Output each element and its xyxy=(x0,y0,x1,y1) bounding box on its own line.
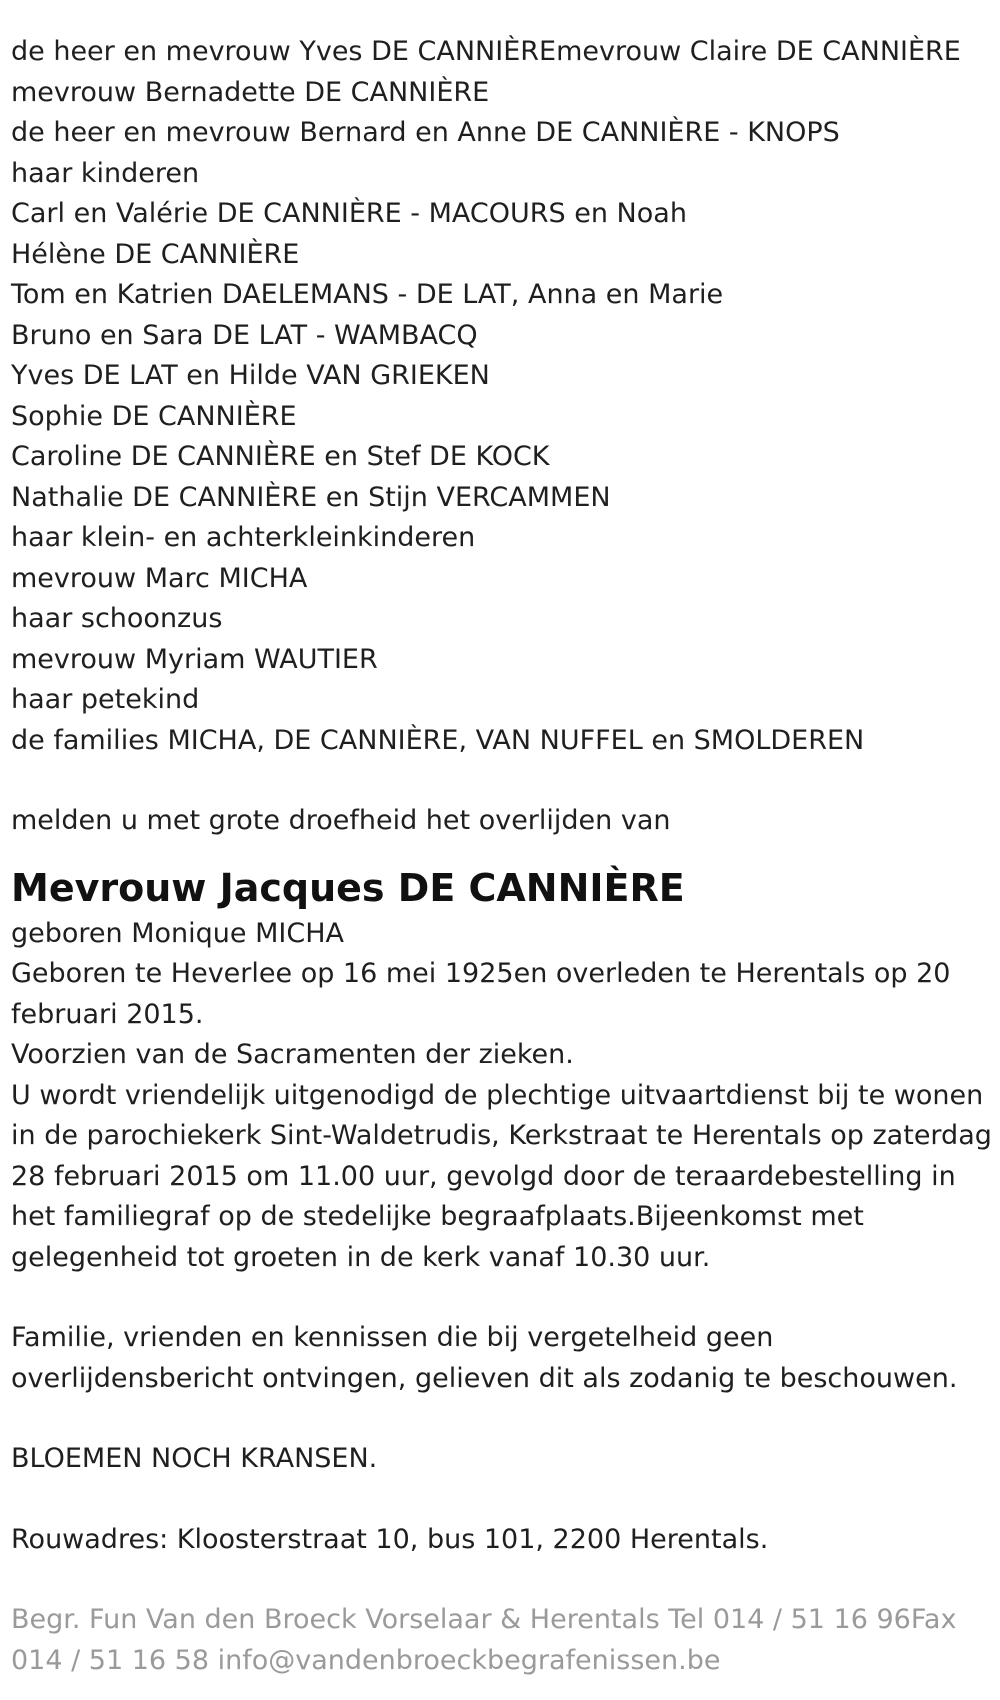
family-line: haar schoonzus xyxy=(11,603,223,634)
spacer xyxy=(11,1399,990,1439)
funeral-invitation-text: U wordt vriendelijk uitgenodigd de plechtige uitvaartdienst bij te wonen in de parochiekerk Sint-Waldetrudis, Kerkstraat te Herentals op zaterdag 28 februari 2015 om 11.00 uur, gevolgd door de teraardebestelling in het familiegraf op de stedelijke begraafplaats.Bijeenkomst met gelegenheid tot groeten in de kerk vanaf 10.30 uur. xyxy=(11,1079,992,1273)
announcement-text: melden u met grote droefheid het overlijden van xyxy=(11,805,671,836)
family-line: Caroline DE CANNIÈRE en Stef DE KOCK xyxy=(11,441,550,472)
family-list xyxy=(11,32,990,761)
deceased-name: Mevrouw Jacques DE CANNIÈRE xyxy=(11,865,685,910)
family-line: haar klein- en achterkleinkinderen xyxy=(11,522,476,553)
spacer xyxy=(11,761,990,801)
family-line: Hélène DE CANNIÈRE xyxy=(11,238,300,270)
spacer xyxy=(11,1560,990,1600)
funeral-home-footer: Begr. Fun Van den Broeck Vorselaar & Herentals Tel 014 / 51 16 96Fax 014 / 51 16 58 info@vandenbroeckbegrafenissen.be xyxy=(11,1604,957,1676)
family-line: Yves DE LAT en Hilde VAN GRIEKEN xyxy=(11,360,490,391)
family-line: mevrouw Bernadette DE CANNIÈRE xyxy=(11,76,490,108)
family-line: mevrouw Marc MICHA xyxy=(11,562,308,594)
family-line: Bruno en Sara DE LAT - WAMBACQ xyxy=(11,319,478,351)
notice-note-text: Familie, vrienden en kennissen die bij vergetelheid geen overlijdensbericht ontvingen, gelieven dit als zodanig te beschouwen. xyxy=(11,1322,958,1394)
born-as-text: geboren Monique MICHA xyxy=(11,917,344,949)
address-text: Rouwadres: Kloosterstraat 10, bus 101, 2200 Herentals. xyxy=(11,1523,769,1555)
family-line: de heer en mevrouw Yves DE CANNIÈREmevrouw Claire DE CANNIÈRE xyxy=(11,36,961,67)
family-line: haar petekind xyxy=(11,684,200,715)
family-line: Tom en Katrien DAELEMANS - DE LAT, Anna en Marie xyxy=(11,279,724,310)
spacer xyxy=(11,1278,990,1318)
spacer xyxy=(11,1480,990,1520)
family-line: mevrouw Myriam WAUTIER xyxy=(11,643,378,675)
family-line: de families MICHA, DE CANNIÈRE, VAN NUFFEL en SMOLDEREN xyxy=(11,724,865,756)
family-line: Sophie DE CANNIÈRE xyxy=(11,400,297,432)
sacraments-text: Voorzien van de Sacramenten der zieken. xyxy=(11,1039,574,1070)
family-line: de heer en mevrouw Bernard en Anne DE CANNIÈRE - KNOPS xyxy=(11,117,840,148)
family-line: Carl en Valérie DE CANNIÈRE - MACOURS en Noah xyxy=(11,198,687,229)
family-line: Nathalie DE CANNIÈRE en Stijn VERCAMMEN xyxy=(11,481,611,513)
family-line: haar kinderen xyxy=(11,157,200,189)
flowers-text: BLOEMEN NOCH KRANSEN. xyxy=(11,1443,378,1474)
birth-death-text: Geboren te Heverlee op 16 mei 1925en overleden te Herentals op 20 februari 2015. xyxy=(11,958,951,1030)
